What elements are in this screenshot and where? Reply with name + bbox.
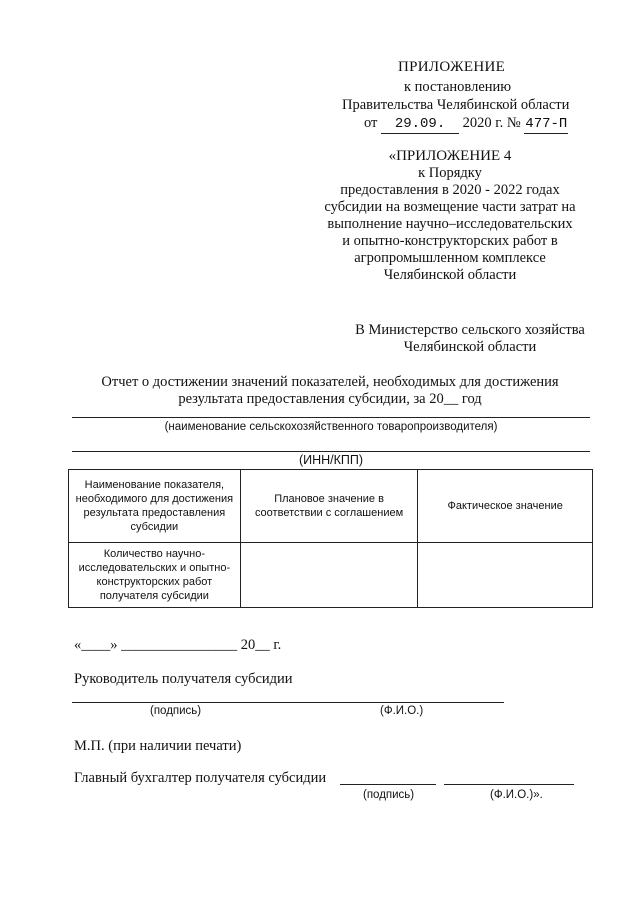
head-signature-line	[72, 702, 504, 703]
report-title-line-2: результата предоставления субсидии, за 20__ год	[178, 391, 482, 407]
accountant-signature-caption: (подпись)	[363, 789, 415, 801]
header-year-text: 2020 г. №	[462, 115, 521, 131]
accountant-fio-line	[444, 784, 574, 785]
accountant-label: Главный бухгалтер получателя субсидии	[74, 770, 327, 786]
addressee-line-2: Челябинской области	[403, 339, 537, 355]
header-date-prefix: от	[364, 115, 378, 131]
table-cell: Количество научно-исследовательских и опытно-конструкторских работ получателя субсидии	[69, 543, 241, 608]
table-header-row	[69, 470, 593, 543]
header-line-1: к постановлению	[404, 79, 512, 95]
appendix-title: «ПРИЛОЖЕНИЕ 4	[388, 148, 512, 164]
header-date-value: 29.09.	[381, 116, 459, 134]
table-cell	[240, 543, 418, 608]
addressee-block	[330, 322, 610, 356]
appendix-block	[300, 148, 600, 284]
producer-caption: (наименование сельскохозяйственного товаропроизводителя)	[164, 421, 498, 433]
report-title	[60, 374, 600, 408]
appendix-line: к Порядку	[418, 165, 482, 181]
table-cell	[418, 543, 593, 608]
head-fio-caption: (Ф.И.О.)	[380, 705, 424, 717]
appendix-line: агропромышленном комплексе	[354, 250, 546, 266]
table-header-cell: Фактическое значение	[418, 470, 593, 543]
addressee-line-1: В Министерство сельского хозяйства	[355, 322, 585, 338]
producer-name-line	[72, 417, 590, 418]
appendix-line: и опытно-конструкторских работ в	[342, 233, 558, 249]
inn-caption: (ИНН/КПП)	[298, 453, 364, 467]
table-row	[69, 543, 593, 608]
indicators-table	[68, 469, 593, 608]
header-date-line	[364, 115, 568, 134]
footer-date-line: «____» ________________ 20__ г.	[74, 637, 282, 653]
appendix-line: предоставления в 2020 - 2022 годах	[340, 182, 560, 198]
accountant-signature-line	[340, 784, 436, 785]
table-header-cell: Плановое значение в соответствии с соглашением	[240, 470, 418, 543]
head-label: Руководитель получателя субсидии	[74, 671, 293, 687]
head-signature-caption: (подпись)	[150, 705, 202, 717]
appendix-line: субсидии на возмещение части затрат на	[324, 199, 576, 215]
appendix-line: Челябинской области	[383, 267, 517, 283]
inn-line	[72, 451, 590, 452]
table-header-cell: Наименование показателя, необходимого для достижения результата предоставления субсидии	[69, 470, 241, 543]
appendix-line: выполнение научно–исследовательских	[327, 216, 573, 232]
header-number-value: 477-П	[525, 116, 568, 132]
header-line-2: Правительства Челябинской области	[342, 97, 570, 113]
report-title-line-1: Отчет о достижении значений показателей, необходимых для достижения	[101, 374, 559, 390]
stamp-note: М.П. (при наличии печати)	[74, 738, 242, 754]
header-title: ПРИЛОЖЕНИЕ	[398, 59, 506, 75]
accountant-fio-caption: (Ф.И.О.)».	[490, 789, 543, 801]
